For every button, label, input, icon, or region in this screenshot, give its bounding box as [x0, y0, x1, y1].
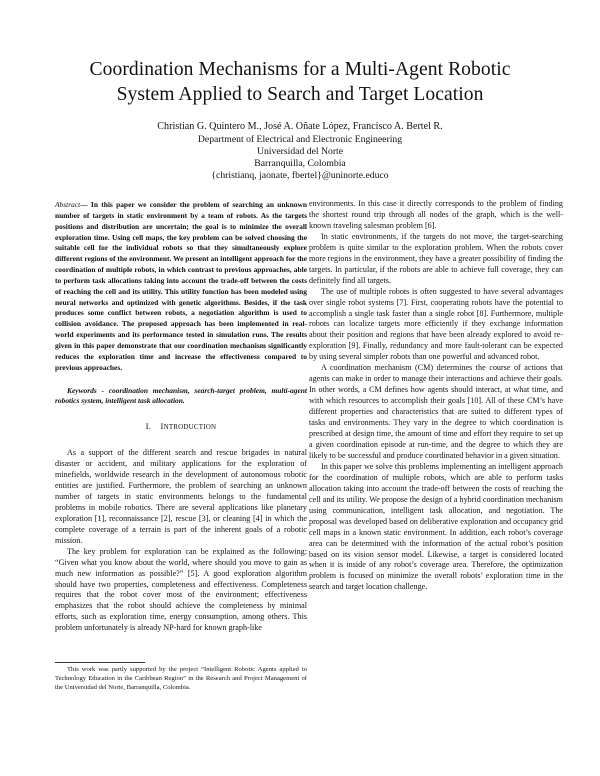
- intro-paragraph: The key problem for exploration can be explained as the following: “Given what you know about the world, where should you move to gain as much new information as possible?” [5]. A good exploration algorithm should have two properties, completeness and effectiveness. Completeness requires that the robot cover most of the environment; effectiveness emphasizes that the robot should achieve the completeness by minimal efforts, such as exploration time, energy consumption, among others. This problem unfortunately is already NP-hard for known graph-like: [55, 546, 307, 633]
- author-block: [100, 121, 500, 182]
- intro-paragraph: In this paper we solve this problems implementing an intelligent approach for the coordination of multiple robots, which are able to perform tasks allocation taking into account the trade-off between the costs of reaching the cell and its utility. We propose the design of a hybrid coordination mechanism using communication, intelligent task allocation, and negotiation. The proposal was developed based on deliberative exploration and occupancy grid cell maps in a known static environment. In addition, each robot’s coverage area can be determined with the information of the actual robot’s position based on its vision sensor model. Likewise, a target is considered located when it is inside of any robot’s coverage area. Therefore, the optimization problem is focused on minimize the overall robots’ exploration time in the search and target location challenge.: [309, 461, 563, 592]
- intro-paragraph: A coordination mechanism (CM) determines the course of actions that agents can make in order to manage their interactions and achieve their goals. In other words, a CM defines how agents should interact, at what time, and with which resources to accomplish their goals [10]. All of these CM’s have different properties and characteristics that are suited to different types of tasks and environments. They vary in the degree to which coordination is prescribed at design time, the amount of time and effort they require to set up a given coordination episode at run-time, and the degree to which they are likely to be successful and produce coordinated behavior in a given situation.: [309, 363, 563, 460]
- intro-paragraph: As a support of the different search and rescue brigades in natural disaster or accident, and military applications for the exploration of minefields, worldwide research in the development of autonomous robotic entities are justified. Furthermore, the problem of searching an unknown number of targets in static environments belongs to the fundamental problems in mobile robotics. There are several applications like planetary exploration [1], reconnaissance [2], rescue [3], or cleaning [4] in which the complete coverage of a terrain is part of the inherent goals of a robotic mission.: [55, 448, 307, 545]
- keywords-text: - coordination mechanism, search-target problem, multi-agent robotics system, intelligent task allocation.: [55, 385, 307, 406]
- abstract-label: Abstract: [55, 200, 81, 209]
- keywords-label: Keywords: [67, 385, 97, 395]
- section-number: I.: [145, 421, 152, 432]
- footnote-divider: [55, 662, 145, 663]
- author-emails: {christianq, jaonate, fbertel}@uninorte.educo: [211, 170, 389, 181]
- title-line-1: Coordination Mechanisms for a Multi-Agent Robotic: [89, 59, 511, 80]
- intro-paragraph: In static environments, if the targets do not move, the target-searching problem is quite similar to the exploration problem. When the robots cover more regions in the environment, they have a greater possibility of finding the targets. In particular, if the robots are able to achieve full coverage, they can definitely find all targets.: [309, 231, 563, 285]
- section-initial: I: [160, 421, 164, 432]
- left-column: [55, 200, 307, 634]
- right-column: [309, 199, 563, 593]
- title-line-2: System Applied to Search and Target Location: [116, 84, 484, 105]
- section-heading-introduction: [55, 421, 307, 433]
- section-title-rest: NTRODUCTION: [163, 423, 217, 432]
- abstract: [55, 200, 307, 374]
- intro-paragraph-continued: environments. In this case it directly corresponds to the problem of finding the shortest round trip through all nodes of the graph, which is the well-known traveling salesman problem [6].: [309, 199, 563, 230]
- intro-paragraph: The use of multiple robots is often suggested to have several advantages over single robot systems [7]. First, cooperating robots have the potential to accomplish a single task faster than a single robot [8]. Furthermore, multiple robots can localize targets more efficiently if they exchange information about their position and regions that have been already explored to avoid re-exploration [9]. Finally, redundancy and more fault-tolerant can be expected by using several simpler robots than one powerful and advanced robot.: [309, 286, 563, 362]
- footnote: This work was partly supported by the project “Intelligent Robotic Agents applied to Technology Education in the Caribbean Region” in the Research and Project Management of the Universidad del Norte, Barranquilla, Colombia.: [55, 666, 307, 691]
- city: Barranquilla, Colombia: [254, 158, 346, 169]
- university: Universidad del Norte: [256, 146, 344, 157]
- author-names: Christian G. Quintero M., José A. Oñate López, Francisco A. Bertel R.: [157, 121, 443, 132]
- paper-title: [40, 57, 560, 107]
- keywords: [55, 386, 307, 408]
- abstract-text: — In this paper we consider the problem of searching an unknown number of targets in static environment by a team of robots. As the targets positions and distribution are uncertain; the goal is to minimize the overall exploration time. Using cell maps, the key problem can be solved choosing the suitable cell for the individual robots so that they simultaneously explore different regions of the environment. We present an intelligent approach for the coordination of multiple robots, in which contrast to previous approaches, able to perform task allocations taking into account the trade-off between the costs of reaching the cell and its utility. This utility function has been modeled using neural networks and optimized with genetic algorithms. Besides, if the task produces some conflict between robots, a negotiation algorithm is used to collision avoidance. The proposed approach has been implemented in real-world experiments and its performance tested in simulation runs. The results given in this paper demonstrate that our coordination mechanism significantly reduces the exploration time and increase the effectiveness compared to previous approaches.: [55, 200, 307, 372]
- department: Department of Electrical and Electronic Engineering: [197, 134, 403, 145]
